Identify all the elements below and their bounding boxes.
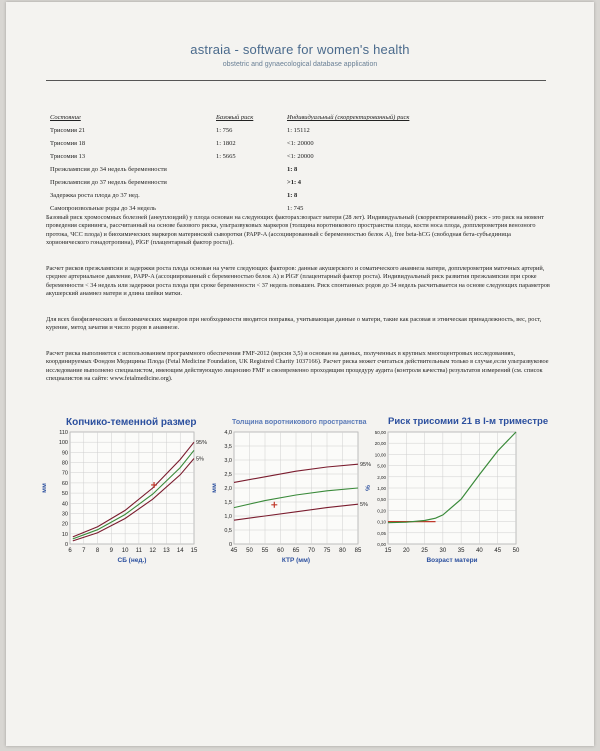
x-tick-label: 13 bbox=[163, 548, 170, 554]
x-tick-label: 70 bbox=[308, 548, 315, 554]
table-row bbox=[50, 192, 510, 202]
paragraph-preeclampsia: Расчет рисков преэклампсии и задержки роста плода основан на учете следующих факторов: данные акушерского и соматического анамнеза матери, допплерометрия маточных артерий, среднее артериальное давление, PAPP-A (ассоциированный с беременностью белок А) и PlGF (плацентарный фактор роста). Индивидуальный риск развития преэклампсии при сроке беременности < 34 недель или задержки роста плода при сроке беременности < 37 недель повышен. Риск спонтанных родов до 34 недель расчитывается на основе следующих параметров акушерский анамнез матери и длина шейки матки. bbox=[46, 265, 550, 298]
row-individual: >1: 4 bbox=[287, 179, 301, 186]
x-axis-label: СБ (нед.) bbox=[117, 557, 147, 564]
x-tick-label: 80 bbox=[339, 548, 346, 554]
x-tick-label: 25 bbox=[421, 548, 428, 554]
row-condition: Преэклампсия до 34 недель беременности bbox=[50, 166, 167, 173]
y-tick-label: 0,00 bbox=[377, 542, 386, 547]
table-row bbox=[50, 153, 510, 163]
x-tick-label: 10 bbox=[121, 548, 129, 554]
x-tick-label: 11 bbox=[135, 548, 143, 554]
x-tick-label: 30 bbox=[439, 548, 447, 554]
chart-nt bbox=[210, 428, 380, 566]
y-tick-label: 50 bbox=[61, 491, 68, 498]
x-tick-label: 15 bbox=[384, 548, 392, 554]
x-tick-label: 75 bbox=[323, 548, 331, 554]
y-tick-label: 1,5 bbox=[224, 500, 232, 506]
x-tick-label: 55 bbox=[261, 548, 269, 554]
table-row bbox=[50, 166, 510, 176]
paragraph-software: Расчет риска выполняется с использованием программного обеспечения FMF-2012 (версия 3,5) и основан на данных, полученных в крупных многоцентровых исследованиях, координируемых Фондом Медицины Плода (Fetal Medicine Foundation, UK Registred Charity 1037166). Расчет риска может считаться действительным только в случае,если ультразвуковое исследование выполнено специалистом, имеющим действующую лицензию FMF и своевременно проходящим процедуру аудита (контроля качества) результатов измерений (см. список специалистов на сайте: www.fetalmedicine.org). bbox=[46, 350, 549, 383]
y-tick-label: 10 bbox=[61, 531, 68, 538]
row-condition: Трисомия 13 bbox=[50, 153, 86, 160]
y-tick-label: 2,00 bbox=[377, 474, 386, 480]
y-tick-label: 4,0 bbox=[224, 430, 232, 436]
chart-crl-title: Копчико-теменной размер bbox=[66, 417, 197, 428]
x-tick-label: 40 bbox=[476, 548, 483, 554]
y-tick-label: 50,00 bbox=[374, 430, 386, 435]
y-axis-label: мм bbox=[41, 483, 48, 493]
y-tick-label: 90 bbox=[61, 450, 68, 457]
y-tick-label: 10,00 bbox=[374, 452, 386, 458]
table-row bbox=[50, 140, 510, 150]
x-tick-label: 85 bbox=[354, 548, 362, 554]
y-tick-label: 0 bbox=[228, 542, 232, 548]
x-tick-label: 20 bbox=[402, 548, 410, 554]
y-tick-label: 80 bbox=[61, 460, 68, 467]
x-tick-label: 15 bbox=[190, 548, 198, 554]
x-tick-label: 45 bbox=[494, 548, 502, 554]
row-condition: Трисомия 21 bbox=[50, 127, 86, 134]
row-base: 1: 756 bbox=[216, 127, 233, 134]
x-tick-label: 7 bbox=[82, 548, 86, 554]
y-tick-label: 0,10 bbox=[377, 519, 386, 525]
y-tick-label: 3,5 bbox=[224, 444, 232, 450]
y-tick-label: 2,5 bbox=[224, 472, 232, 478]
y-tick-label: 0 bbox=[64, 542, 68, 548]
row-individual: 1: 15112 bbox=[287, 127, 310, 134]
y-tick-label: 70 bbox=[61, 470, 68, 477]
row-condition: Самопроизвольные роды до 34 недель bbox=[50, 205, 156, 212]
series-label: 5% bbox=[360, 502, 368, 509]
y-tick-label: 5,00 bbox=[377, 463, 386, 469]
row-individual: 1: 8 bbox=[287, 166, 298, 173]
series-label: 95% bbox=[360, 462, 372, 469]
x-tick-label: 45 bbox=[230, 548, 238, 554]
row-individual: 1: 745 bbox=[287, 205, 304, 212]
chart-t21 bbox=[364, 428, 534, 566]
x-axis-label: Возраст матери bbox=[426, 557, 478, 564]
app-title: astraia - software for women's health bbox=[190, 42, 410, 57]
y-tick-label: 20,00 bbox=[374, 441, 386, 447]
row-individual: <1: 20000 bbox=[287, 140, 314, 147]
x-axis-label: КТР (мм) bbox=[281, 557, 311, 564]
y-tick-label: 0,5 bbox=[224, 528, 232, 534]
y-tick-label: 100 bbox=[58, 440, 68, 447]
y-axis-label: % bbox=[365, 485, 372, 491]
row-individual: 1: 8 bbox=[287, 192, 298, 199]
series-label: 95% bbox=[196, 440, 208, 447]
chart-t21-title: Риск трисомии 21 в I-м триместре bbox=[388, 416, 549, 427]
table-row bbox=[50, 179, 510, 189]
y-tick-label: 30 bbox=[61, 511, 68, 518]
col-condition-header: Состояние bbox=[50, 114, 81, 121]
y-tick-label: 1,00 bbox=[377, 486, 386, 491]
row-base: 1: 1802 bbox=[216, 140, 236, 147]
y-tick-label: 1,0 bbox=[224, 514, 232, 520]
x-tick-label: 65 bbox=[292, 548, 300, 554]
x-tick-label: 35 bbox=[457, 548, 465, 554]
x-tick-label: 8 bbox=[95, 548, 100, 554]
chart-nt-title: Толщина воротникового пространства bbox=[232, 419, 367, 426]
x-tick-label: 9 bbox=[109, 548, 114, 554]
row-base: 1: 5665 bbox=[216, 153, 236, 160]
col-individual-header: Индивидуальный (скорректированный) риск bbox=[287, 114, 410, 121]
app-subtitle: obstetric and gynaecological database application bbox=[222, 61, 378, 68]
y-tick-label: 20 bbox=[61, 521, 68, 528]
y-axis-label: мм bbox=[211, 483, 218, 493]
risk-table-header bbox=[50, 114, 510, 124]
y-tick-label: 3,0 bbox=[224, 458, 232, 464]
x-tick-label: 50 bbox=[246, 548, 253, 554]
y-tick-label: 2,0 bbox=[224, 486, 232, 492]
x-tick-label: 14 bbox=[176, 548, 184, 554]
series-label: 5% bbox=[196, 456, 204, 463]
paragraph-base-risk: Базовый риск хромосомных болезней (анеуплоидий) у плода основан на следующих факторах:возраст матери (28 лет). Индивидуальный (скорректированный) риск - это риск на момент проведения скрининга, рассчитанный на основе базового риска, ультразвуковых маркеров (толщина воротникового пространства плода, кости носа плода, допплерометрия венозного протока, ЧСС плода) и биохимических маркеров материнской сыворотки (PAPP-A (ассоциированный с беременностью белок А), free beta-hCG (свободная бета-субъединица хорионического гонадотропина), PlGF (плацентарный фактор роста)). bbox=[46, 214, 544, 247]
row-condition: Задержка роста плода до 37 нед. bbox=[50, 192, 140, 199]
paragraph-corrections: Для всех биофизических и биохимических маркеров при необходимости вводится поправка, учитывающая данные о матери, такие как расовая и этническая принадлежность, вес, рост, курение, метод зачатия и число родов в анамнезе. bbox=[46, 316, 542, 332]
y-tick-label: 0,50 bbox=[377, 497, 386, 503]
x-tick-label: 12 bbox=[149, 548, 157, 554]
header-divider bbox=[46, 80, 546, 81]
x-tick-label: 60 bbox=[277, 548, 284, 554]
chart-crl bbox=[40, 428, 216, 566]
x-tick-label: 50 bbox=[512, 548, 520, 554]
plot-area bbox=[70, 432, 194, 544]
table-row bbox=[50, 127, 510, 137]
row-condition: Преэклампсия до 37 недель беременности bbox=[50, 179, 167, 186]
y-tick-label: 0,05 bbox=[377, 530, 386, 536]
row-individual: <1: 20000 bbox=[287, 153, 314, 160]
x-tick-label: 6 bbox=[68, 548, 72, 554]
y-tick-label: 60 bbox=[61, 480, 68, 487]
y-tick-label: 40 bbox=[61, 501, 68, 508]
row-condition: Трисомия 18 bbox=[50, 140, 86, 147]
col-base-header: Базовый риск bbox=[216, 114, 254, 121]
y-tick-label: 110 bbox=[59, 430, 68, 436]
y-tick-label: 0,20 bbox=[377, 508, 386, 514]
